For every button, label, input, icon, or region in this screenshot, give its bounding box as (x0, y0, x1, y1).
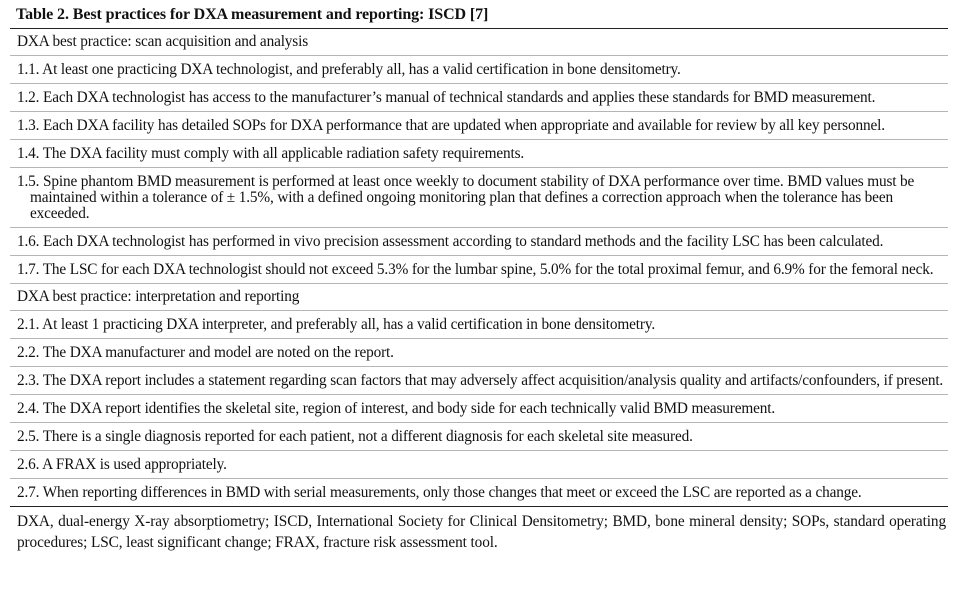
table-row: 1.3. Each DXA facility has detailed SOPs for DXA performance that are updated when appropriate and available for review by all key personnel. (10, 112, 948, 140)
table-footnote: DXA, dual-energy X-ray absorptiometry; ISCD, International Society for Clinical Densitometry; BMD, bone mineral density; SOPs, standard operating procedures; LSC, least significant change; FRAX, fracture risk assessment tool. (17, 513, 946, 551)
table-row: 1.4. The DXA facility must comply with all applicable radiation safety requirements. (10, 140, 948, 168)
section-heading-reporting: DXA best practice: interpretation and reporting (10, 284, 948, 311)
table-row: 2.1. At least 1 practicing DXA interpreter, and preferably all, has a valid certification in bone densitometry. (10, 311, 948, 339)
table-row: 2.6. A FRAX is used appropriately. (10, 451, 948, 479)
best-practices-table (10, 4, 948, 553)
table-row: 2.3. The DXA report includes a statement regarding scan factors that may adversely affect acquisition/analysis quality and artifacts/confounders, if present. (10, 367, 948, 395)
table-row: 2.2. The DXA manufacturer and model are noted on the report. (10, 339, 948, 367)
table-row: 1.6. Each DXA technologist has performed in vivo precision assessment according to standard methods and the facility LSC has been calculated. (10, 228, 948, 256)
table-row: 1.7. The LSC for each DXA technologist should not exceed 5.3% for the lumbar spine, 5.0% for the total proximal femur, and 6.9% for the femoral neck. (10, 256, 948, 284)
table-row: 2.5. There is a single diagnosis reported for each patient, not a different diagnosis for each skeletal site measured. (10, 423, 948, 451)
table-row: 1.2. Each DXA technologist has access to the manufacturer’s manual of technical standards and applies these standards for BMD measurement. (10, 84, 948, 112)
table-row: 1.5. Spine phantom BMD measurement is performed at least once weekly to document stability of DXA performance over time. BMD values must be maintained within a tolerance of ± 1.5%, with a defined ongoing monitoring plan that defines a correction approach when the tolerance has been exceeded. (10, 168, 948, 228)
table-row: 2.7. When reporting differences in BMD with serial measurements, only those changes that meet or exceed the LSC are reported as a change. (17, 484, 862, 501)
table-row: 2.4. The DXA report identifies the skeletal site, region of interest, and body side for each technically valid BMD measurement. (10, 395, 948, 423)
section-heading-acquisition: DXA best practice: scan acquisition and analysis (10, 29, 948, 56)
table-row: 1.1. At least one practicing DXA technologist, and preferably all, has a valid certification in bone densitometry. (10, 56, 948, 84)
table-caption: Table 2. Best practices for DXA measurement and reporting: ISCD [7] (16, 6, 489, 23)
table-body (10, 29, 948, 506)
